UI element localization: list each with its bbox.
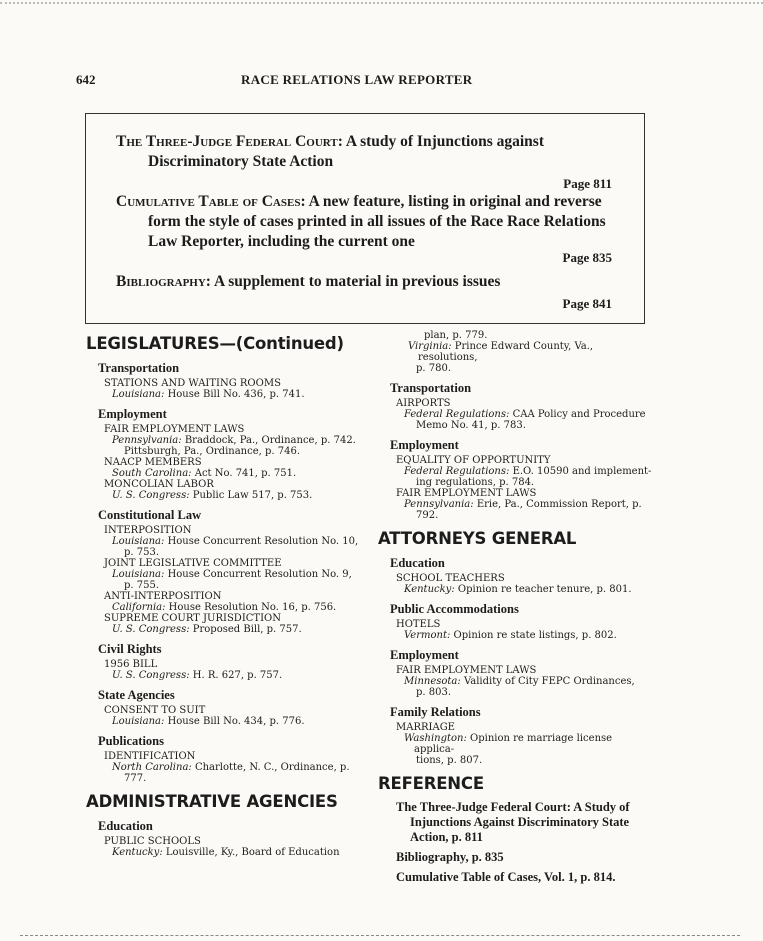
- citation-continued: 792.: [416, 510, 439, 521]
- citation: Washington: Opinion re marriage license applica-: [404, 733, 613, 755]
- entry-page: Page 835: [562, 250, 612, 265]
- entry-title: Bibliography: [116, 273, 206, 290]
- citation: Pennsylvania: Erie, Pa., Commission Report, p.: [404, 499, 642, 510]
- section-heading: REFERENCE: [378, 774, 484, 793]
- subheading: Constitutional Law: [98, 508, 202, 522]
- citation: South Carolina: Act No. 741, p. 751.: [112, 468, 297, 479]
- topic: MONCOLIAN LABOR: [104, 479, 214, 490]
- citation-continued: ing regulations, p. 784.: [416, 477, 535, 488]
- citation: Pennsylvania: Braddock, Pa., Ordinance, p. 742.: [112, 435, 356, 446]
- entry-page: Page 811: [563, 176, 612, 191]
- subheading: Civil Rights: [98, 642, 162, 656]
- citation-continued: Pittsburgh, Pa., Ordinance, p. 746.: [124, 446, 301, 457]
- entry-page: Page 841: [562, 296, 612, 311]
- citation: Vermont: Opinion re state listings, p. 802.: [404, 630, 617, 641]
- citation: Virginia: Prince Edward County, Va., resolutions,: [408, 341, 594, 363]
- citation: North Carolina: Charlotte, N. C., Ordinance, p.: [112, 762, 350, 773]
- reference-entry: The Three-Judge Federal Court: A Study of Injunctions Against Discriminatory State Action, p. 811: [396, 800, 630, 844]
- subheading: Employment: [390, 438, 459, 452]
- page-number: 642: [76, 72, 96, 87]
- topic: AIRPORTS: [396, 398, 451, 409]
- subheading: Employment: [390, 648, 459, 662]
- citation-continued: p. 803.: [416, 687, 452, 698]
- topic: CONSENT TO SUIT: [104, 705, 206, 716]
- entry-title: The Three-Judge Federal Court: [116, 133, 338, 150]
- topic: MARRIAGE: [396, 722, 455, 733]
- left-column: [86, 330, 360, 858]
- citation: Minnesota: Validity of City FEPC Ordinances,: [404, 676, 635, 687]
- citation: Federal Regulations: CAA Policy and Procedure: [404, 409, 646, 420]
- topic: NAACP MEMBERS: [104, 457, 202, 468]
- topic: FAIR EMPLOYMENT LAWS: [104, 424, 245, 435]
- bottom-rule: [20, 935, 740, 936]
- entry-text: : A supplement to material in previous issues: [205, 273, 501, 290]
- citation: U. S. Congress: Public Law 517, p. 753.: [112, 490, 313, 501]
- subheading: Education: [98, 819, 153, 833]
- topic: EQUALITY OF OPPORTUNITY: [396, 455, 551, 466]
- running-title: RACE RELATIONS LAW REPORTER: [241, 72, 473, 87]
- right-column: [378, 330, 652, 890]
- top-dotted-border: [0, 2, 763, 4]
- subheading: Employment: [98, 407, 167, 421]
- reference-entry: Bibliography, p. 835: [396, 850, 504, 864]
- citation: Kentucky: Opinion re teacher tenure, p. 801.: [404, 584, 632, 595]
- section-heading: ADMINISTRATIVE AGENCIES: [86, 792, 338, 811]
- subheading: Education: [390, 556, 445, 570]
- subheading: Transportation: [98, 361, 180, 375]
- citation-continued: plan, p. 779.: [424, 330, 488, 341]
- citation: Louisiana: House Bill No. 434, p. 776.: [112, 716, 305, 727]
- topic: SUPREME COURT JURISDICTION: [104, 613, 281, 624]
- contents-entry-three-judge: [116, 132, 612, 194]
- reference-entry: Cumulative Table of Cases, Vol. 1, p. 814.: [396, 870, 616, 884]
- topic: ANTI-INTERPOSITION: [104, 591, 222, 602]
- topic: 1956 BILL: [104, 659, 158, 670]
- entry-text: : A study of Injunctions against Discriminatory State Action: [148, 133, 544, 170]
- citation: Louisiana: House Concurrent Resolution No. 10,: [112, 536, 359, 547]
- topic: FAIR EMPLOYMENT LAWS: [396, 488, 537, 499]
- citation-continued: tions, p. 807.: [416, 755, 483, 766]
- subheading: Family Relations: [390, 705, 481, 719]
- citation-continued: p. 755.: [124, 580, 160, 591]
- section-heading: LEGISLATURES—(Continued): [86, 334, 344, 353]
- topic: JOINT LEGISLATIVE COMMITTEE: [104, 558, 282, 569]
- subheading: Transportation: [390, 381, 472, 395]
- citation: Louisiana: House Concurrent Resolution No. 9,: [112, 569, 352, 580]
- citation: U. S. Congress: Proposed Bill, p. 757.: [112, 624, 302, 635]
- contents-entry-cumulative: [116, 192, 612, 268]
- contents-entry-bibliography: [116, 272, 612, 314]
- topic: IDENTIFICATION: [104, 751, 196, 762]
- citation: U. S. Congress: H. R. 627, p. 757.: [112, 670, 283, 681]
- contents-box: [85, 113, 645, 324]
- citation-continued: Memo No. 41, p. 783.: [416, 420, 526, 431]
- citation-continued: p. 780.: [416, 363, 452, 374]
- topic: SCHOOL TEACHERS: [396, 573, 505, 584]
- citation: Louisiana: House Bill No. 436, p. 741.: [112, 389, 305, 400]
- citation-continued: p. 753.: [124, 547, 160, 558]
- subheading: State Agencies: [98, 688, 175, 702]
- subheading: Publications: [98, 734, 164, 748]
- topic: STATIONS AND WAITING ROOMS: [104, 378, 281, 389]
- topic: PUBLIC SCHOOLS: [104, 836, 201, 847]
- entry-text: : A new feature, listing in original and reverse form the style of cases printed in all issues of the Race Race Relations Law Reporter, including the current one: [148, 193, 606, 250]
- citation: Kentucky: Louisville, Ky., Board of Education: [112, 847, 340, 858]
- citation-continued: 777.: [124, 773, 147, 784]
- section-heading: ATTORNEYS GENERAL: [378, 529, 577, 548]
- citation: California: House Resolution No. 16, p. 756.: [112, 602, 337, 613]
- topic: FAIR EMPLOYMENT LAWS: [396, 665, 537, 676]
- topic: HOTELS: [396, 619, 441, 630]
- entry-title: Cumulative Table of Cases: [116, 193, 301, 210]
- citation: Federal Regulations: E.O. 10590 and implement-: [404, 466, 652, 477]
- topic: INTERPOSITION: [104, 525, 192, 536]
- page-header: [76, 72, 636, 92]
- subheading: Public Accommodations: [390, 602, 519, 616]
